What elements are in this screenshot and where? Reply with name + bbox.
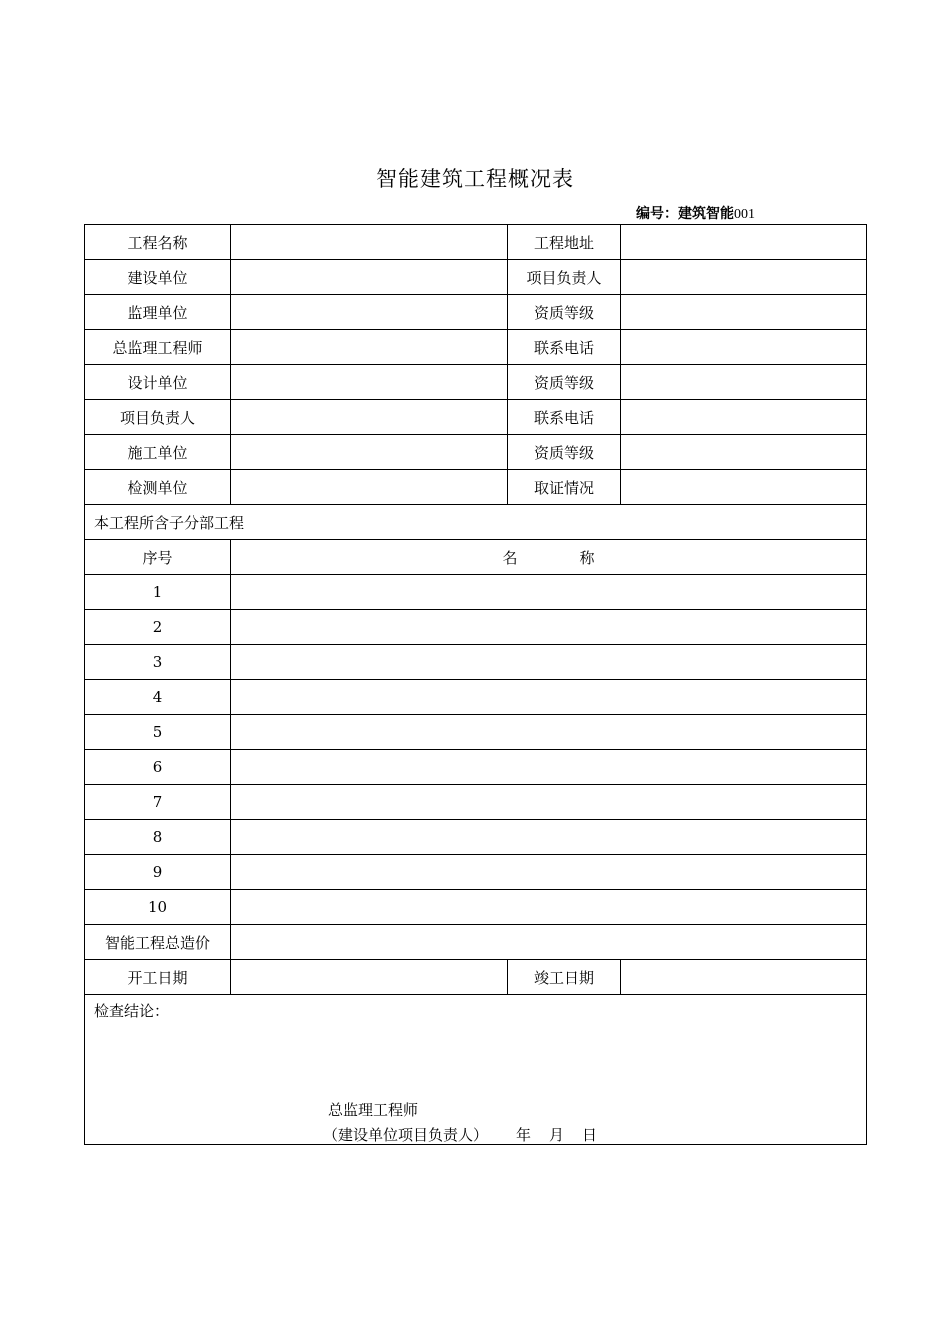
name-header-a: 名: [502, 548, 518, 567]
seq-number: 6: [85, 750, 231, 785]
info-right-label: 取证情况: [508, 470, 621, 505]
info-right-label: 项目负责人: [508, 260, 621, 295]
info-right-value-cell[interactable]: [621, 365, 867, 400]
info-right-value-cell[interactable]: [621, 330, 867, 365]
total-cost-label: 智能工程总造价: [85, 925, 231, 960]
date-day: 日: [582, 1126, 598, 1144]
subsection-row: [85, 575, 867, 610]
conclusion-label: 检查结论：: [94, 1002, 170, 1020]
seq-header: 序号: [85, 540, 231, 575]
info-right-label: 资质等级: [508, 435, 621, 470]
name-header-b: 称: [579, 548, 595, 567]
info-right-value-cell[interactable]: [621, 470, 867, 505]
end-date-label: 竣工日期: [508, 960, 621, 995]
info-left-value-cell[interactable]: [231, 470, 508, 505]
subsection-name-cell[interactable]: [231, 750, 867, 785]
date-month: 月: [549, 1126, 565, 1144]
info-left-label: 工程名称: [85, 225, 231, 260]
total-cost-value-cell[interactable]: [231, 925, 867, 960]
subsection-row: [85, 890, 867, 925]
seq-number: 10: [85, 890, 231, 925]
subsection-name-cell[interactable]: [231, 680, 867, 715]
seq-number: 8: [85, 820, 231, 855]
info-row: [85, 435, 867, 470]
info-right-label: 联系电话: [508, 330, 621, 365]
end-date-value-cell[interactable]: [621, 960, 867, 995]
total-cost-row: [85, 925, 867, 960]
info-left-label: 总监理工程师: [85, 330, 231, 365]
subsection-name-cell[interactable]: [231, 855, 867, 890]
subsection-row: [85, 680, 867, 715]
subsection-name-cell[interactable]: [231, 890, 867, 925]
info-row: [85, 470, 867, 505]
subsection-row: [85, 645, 867, 680]
subsection-title-row: [85, 505, 867, 540]
subsection-title: 本工程所含子分部工程: [85, 505, 867, 540]
date-year: 年: [516, 1126, 532, 1144]
subsection-name-cell[interactable]: [231, 575, 867, 610]
info-left-label: 检测单位: [85, 470, 231, 505]
subsection-name-cell[interactable]: [231, 645, 867, 680]
info-left-label: 项目负责人: [85, 400, 231, 435]
seq-number: 2: [85, 610, 231, 645]
form-number-value: 001: [734, 207, 755, 222]
info-left-value-cell[interactable]: [231, 330, 508, 365]
info-section: [85, 225, 867, 505]
info-left-label: 监理单位: [85, 295, 231, 330]
info-left-label: 建设单位: [85, 260, 231, 295]
conclusion-cell[interactable]: [85, 995, 867, 1145]
info-right-value-cell[interactable]: [621, 260, 867, 295]
subsection-row: [85, 715, 867, 750]
subsection-row: [85, 610, 867, 645]
info-row: [85, 400, 867, 435]
info-row: [85, 295, 867, 330]
info-row: [85, 365, 867, 400]
form-title: 智能建筑工程概况表: [376, 167, 574, 191]
info-left-value-cell[interactable]: [231, 400, 508, 435]
subsection-row: [85, 855, 867, 890]
info-left-value-cell[interactable]: [231, 435, 508, 470]
info-right-value-cell[interactable]: [621, 295, 867, 330]
subsection-header-row: [85, 540, 867, 575]
subsection-row: [85, 750, 867, 785]
info-left-value-cell[interactable]: [231, 295, 508, 330]
info-row: [85, 225, 867, 260]
info-right-value-cell[interactable]: [621, 400, 867, 435]
subsection: [85, 505, 867, 575]
name-header: [231, 540, 867, 575]
signer-title: 总监理工程师: [328, 1101, 419, 1119]
seq-number: 1: [85, 575, 231, 610]
subsection-name-cell[interactable]: [231, 715, 867, 750]
info-left-value-cell[interactable]: [231, 260, 508, 295]
subsection-row: [85, 785, 867, 820]
seq-number: 7: [85, 785, 231, 820]
info-left-value-cell[interactable]: [231, 225, 508, 260]
info-right-value-cell[interactable]: [621, 225, 867, 260]
start-date-value-cell[interactable]: [231, 960, 508, 995]
signer-alt: （建设单位项目负责人）: [323, 1126, 489, 1144]
form-number-label: 编号：建筑智能: [636, 206, 734, 222]
subsection-name-cell[interactable]: [231, 785, 867, 820]
info-row: [85, 330, 867, 365]
footer-section: [85, 925, 867, 1145]
conclusion-row: [85, 995, 867, 1145]
start-date-label: 开工日期: [85, 960, 231, 995]
info-row: [85, 260, 867, 295]
info-left-value-cell[interactable]: [231, 365, 508, 400]
signer-line: [323, 1124, 597, 1145]
info-right-label: 工程地址: [508, 225, 621, 260]
seq-number: 3: [85, 645, 231, 680]
overview-table: [84, 224, 867, 1145]
dates-row: [85, 960, 867, 995]
subsection-name-cell[interactable]: [231, 610, 867, 645]
subsection-row: [85, 820, 867, 855]
subsection-name-cell[interactable]: [231, 820, 867, 855]
seq-number: 4: [85, 680, 231, 715]
info-right-label: 联系电话: [508, 400, 621, 435]
seq-number: 5: [85, 715, 231, 750]
info-left-label: 设计单位: [85, 365, 231, 400]
info-right-label: 资质等级: [508, 365, 621, 400]
info-right-value-cell[interactable]: [621, 435, 867, 470]
form-number: [636, 203, 755, 223]
info-left-label: 施工单位: [85, 435, 231, 470]
subsection-rows: [85, 575, 867, 925]
info-right-label: 资质等级: [508, 295, 621, 330]
seq-number: 9: [85, 855, 231, 890]
